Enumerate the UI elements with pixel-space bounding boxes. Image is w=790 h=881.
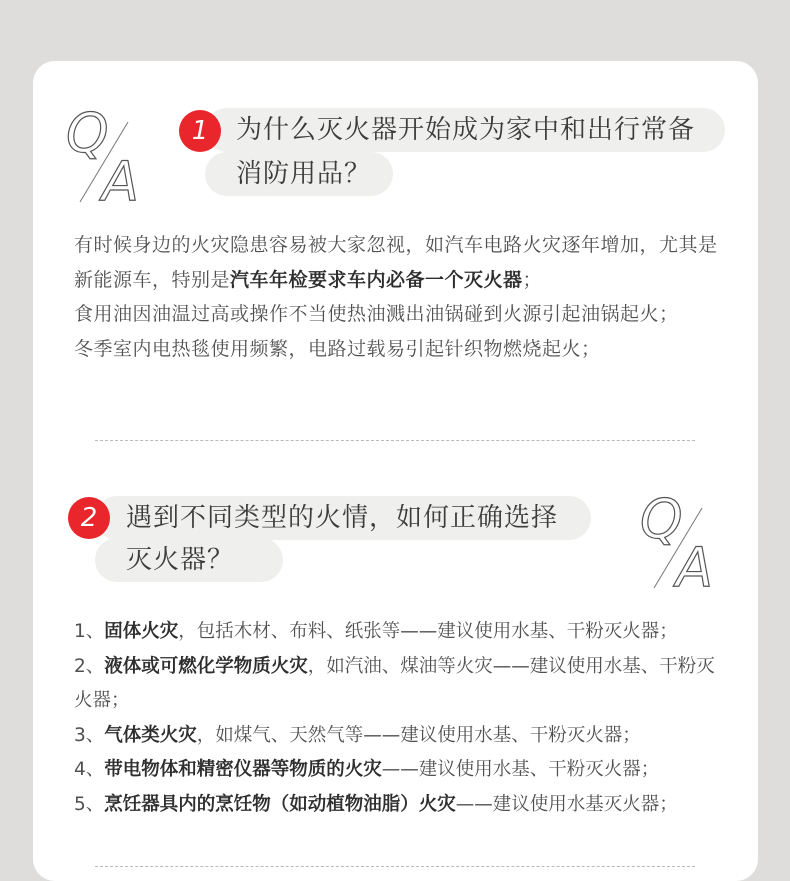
list-item: 1、固体火灾，包括木材、布料、纸张等——建议使用水基、干粉灭火器；	[74, 621, 678, 642]
qa-logo-a: A	[676, 536, 713, 590]
qa-logo	[636, 490, 726, 590]
qa-logo-a: A	[102, 150, 139, 204]
answer-text	[74, 228, 724, 366]
question-title-line1: 为什么灭火器开始成为家中和出行常备	[236, 115, 696, 145]
list-item: 2、液体或可燃化学物质火灾，如汽油、煤油等火灾——建议使用水基、干粉灭火器；	[74, 655, 715, 711]
dashed-divider	[95, 440, 695, 441]
list-item: 4、带电物体和精密仪器等物质的火灾——建议使用水基、干粉灭火器；	[74, 759, 660, 780]
answer-paragraph: 食用油因油温过高或操作不当使热油溅出油锅碰到火源引起油锅起火；	[74, 303, 679, 325]
question-number-badge: 1	[179, 110, 221, 152]
question-number-badge: 2	[68, 497, 110, 539]
question-title-line2: 消防用品？	[236, 159, 372, 189]
question-title-line1: 遇到不同类型的火情，如何正确选择	[126, 503, 559, 533]
qa-logo	[62, 104, 152, 204]
fire-type-list	[74, 615, 724, 822]
dashed-divider	[95, 866, 695, 867]
answer-paragraph: 有时候身边的火灾隐患容易被大家忽视，如汽车电路火灾逐年增加，尤其是新能源车，特别是汽车年检要求车内必备一个灭火器；	[74, 234, 718, 291]
list-item: 5、烹饪器具内的烹饪物（如动植物油脂）火灾——建议使用水基灭火器；	[74, 793, 678, 815]
qa-logo-q: Q	[640, 490, 683, 551]
list-item: 3、气体类火灾，如煤气、天然气等——建议使用水基、干粉灭火器；	[74, 724, 641, 746]
qa-logo-q: Q	[66, 104, 109, 165]
answer-paragraph: 冬季室内电热毯使用频繁，电路过载易引起针织物燃烧起火；	[74, 337, 601, 360]
question-title-line2: 灭火器？	[126, 545, 235, 575]
